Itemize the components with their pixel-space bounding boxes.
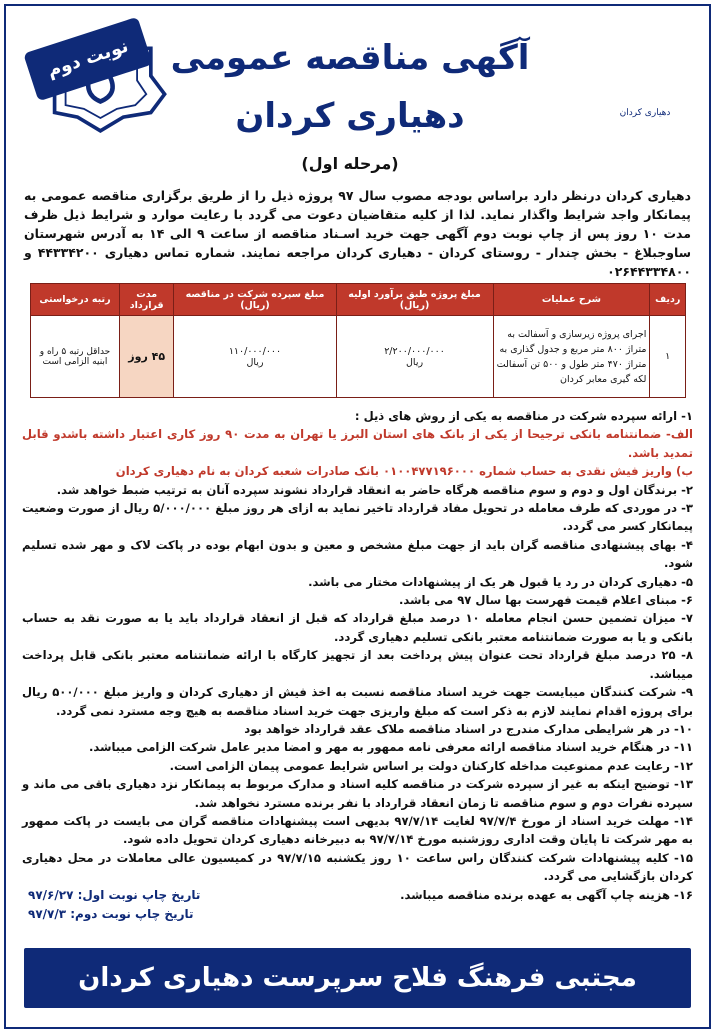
estimate-value: ۲/۲۰۰/۰۰۰/۰۰۰ bbox=[384, 345, 445, 357]
list-item: ۱- ارائه سپرده شرکت در مناقصه به یکی از روش های ذیل : bbox=[354, 409, 693, 423]
cell-duration: ۴۵ روز bbox=[119, 316, 173, 398]
cell-rank: حداقل رتبه ۵ راه و ابنیه الزامی است bbox=[31, 316, 120, 398]
intro-paragraph: دهیاری کردان درنظر دارد براساس بودجه مصوب سال ۹۷ پروژه ذیل را از طریق برگزاری مناقصه عمومی به پیمانکار واجد شرایط واگذار نماید. لذا از کلیه متقاضیان دعوت می گردد با رعایت موارد و شرایط ذیل ظرف مدت ۱۰ روز پس از چاپ نوبت دوم آگهی جهت خرید اسـناد مناقصه از ساعت ۹ الی ۱۴ به آدرس شهرستان ساوجبلاغ - بخش چندار - روستای کردان - دهیاری کردان مراجعه نمایند. شماره تماس دهیاری ۴۴۳۳۴۲۰۰ و ۰۲۶۴۴۳۳۴۸۰۰ bbox=[24, 188, 692, 279]
header bbox=[0, 8, 715, 183]
page-title: آگهی مناقصه عمومی bbox=[170, 38, 530, 78]
col-row: ردیف bbox=[650, 284, 686, 316]
first-publish-date: تاریخ چاپ نوبت اول: ۹۷/۶/۲۷ bbox=[28, 888, 201, 902]
list-item: الف- ضمانتنامه بانکی ترجیحا از یکی از بانک های استان البرز یا تهران به مدت ۹۰ روز کاری اعتبار داشته باشدو قابل تمدید باشد. bbox=[22, 427, 693, 460]
deposit-value: ۱۱۰/۰۰۰/۰۰۰ bbox=[228, 345, 282, 357]
signature-footer: مجتبی فرهنگ فلاح سرپرست دهیاری کردان bbox=[24, 948, 691, 1008]
page-subtitle-org: دهیاری کردان bbox=[235, 96, 465, 136]
publish-dates bbox=[28, 886, 688, 924]
list-item: ۵- دهیاری کردان در رد یا قبول هر یک از پیشنهادات مختار می باشد. bbox=[308, 574, 693, 589]
table-header-row bbox=[31, 284, 686, 316]
cell-estimate bbox=[336, 316, 493, 398]
list-item: ۱۴- مهلت خرید اسناد از مورخ ۹۷/۷/۴ لغایت ۹۷/۷/۱۴ بدیهی است پیشنهادات مناقصه گران می بایست در پاکت ممهور به مهر شرکت تا پایان وقت اداری روزشنبه مورخ ۹۷/۷/۱۴ به دبیرخانه دهیاری کردان تحویل داده شود. bbox=[22, 813, 694, 847]
list-item: ۸- ۲۵ درصد مبلغ قرارداد تحت عنوان پیش پرداخت بعد از تجهیز کارگاه با ارائه ضمانتنامه معتبر بانکی قابل پرداخت میباشد. bbox=[22, 648, 693, 681]
cell-deposit bbox=[174, 316, 336, 398]
col-deposit: مبلغ سپرده شرکت در مناقصه (ریال) bbox=[174, 284, 336, 316]
list-item: ۱۱- در هنگام خرید اسناد مناقصه ارائه معرفی نامه ممهور به مهر و امضا مدیر عامل شرکت الزامی میباشد. bbox=[88, 740, 693, 755]
list-item: ۴- بهای پیشنهادی مناقصه گران باید از جهت مبلغ مشخص و معین و بدون ابهام بوده در پاکت لاک و مهر شده تسلیم شود. bbox=[22, 537, 693, 571]
second-publish-date: تاریخ چاپ نوبت دوم: ۹۷/۷/۳ bbox=[28, 907, 194, 921]
table-row bbox=[31, 316, 686, 398]
cell-row: ۱ bbox=[650, 316, 686, 398]
list-item: ۱۲- رعایت عدم ممنوعیت مداخله کارکنان دولت بر اساس شرایط عمومی پیمان الزامی است. bbox=[169, 758, 693, 773]
logo-text: دهیاری کردان bbox=[619, 108, 671, 118]
tender-table bbox=[30, 283, 686, 398]
list-item: ۶- مبنای اعلام قیمت فهرست بها سال ۹۷ می باشد. bbox=[399, 593, 693, 608]
col-desc: شرح عملیات bbox=[493, 284, 650, 316]
list-item: ۱۶- هزینه چاپ آگهی به عهده برنده مناقصه میباشد. bbox=[400, 887, 693, 902]
list-item: ۱۳- توضیح اینکه به غیر از سپرده شرکت در مناقصه کلیه اسناد و مدارک مربوط به پیمانکار نزد دهیاری باقی می ماند و سپرده نفرات دوم و سوم مناقصه تا زمان انعقاد قرارداد با نفر برنده مسترد نخواهد شد. bbox=[22, 777, 693, 810]
estimate-unit: ریال bbox=[406, 356, 424, 368]
list-item: ب) واریز فیش نقدی به حساب شماره ۰۱۰۰۴۷۷۱۹۶۰۰۰ بانک صادرات شعبه کردان به نام دهیاری کردان bbox=[115, 464, 693, 479]
list-item: ۲- برندگان اول و دوم و سوم مناقصه هرگاه حاضر به انعقاد قرارداد نشوند سپرده آنان به ترتیب ضبط خواهد شد. bbox=[56, 482, 693, 497]
col-estimate: مبلغ پروژه طبق برآورد اولیه (ریال) bbox=[336, 284, 493, 316]
col-rank: رتبه درخواستی bbox=[31, 284, 120, 316]
list-item: ۱۰- در هر شرایطی مدارک مندرج در اسناد مناقصه ملاک عقد قرارداد خواهد بود bbox=[244, 721, 693, 736]
list-item: ۱۵- کلیه پیشنهادات شرکت کنندگان راس ساعت ۱۰ روز یکشنبه ۹۷/۷/۱۵ در کمیسیون عالی معاملات در محل دهیاری کردان بازگشایی می گردد. bbox=[22, 850, 693, 884]
list-item: ۷- میزان تضمین حسن انجام معامله ۱۰ درصد مبلغ قرارداد که قبل از انعقاد قرارداد باید یا به صورت نقد به حساب بانکی و یا به صورت ضمانتنامه معتبر بانکی تسلیم دهیاری گردد. bbox=[22, 611, 693, 644]
list-item: ۳- در موردی که طرف معامله در تحویل مفاد قرارداد تاخیر نماید به ازای هر روز مبلغ ۵/۰۰۰/۰۰۰ ریال از صورت وضعیت پیمانکار کسر می گردد. bbox=[22, 501, 693, 534]
list-item: ۹- شرکت کنندگان میبایست جهت خرید اسناد مناقصه نسبت به اخذ فیش از دهیاری کردان و واریز مبلغ ۵۰۰/۰۰۰ ریال برای پروژه اقدام نمایند لازم به ذکر است که مبلغ واریزی جهت خرید اسناد مناقصه به هیچ وجه مسترد نمی گردد. bbox=[22, 685, 693, 718]
edition-badge: نوبت دوم bbox=[23, 17, 153, 102]
stage-label: (مرحله اول) bbox=[301, 154, 399, 173]
deposit-unit: ریال bbox=[246, 356, 264, 368]
cell-desc: اجرای پروژه زیرسازی و آسفالت به متراژ ۸۰۰ متر مربع و جدول گذاری به متراژ ۴۷۰ متر طول و ۵۰۰ تن آسفالت لکه گیری معابر کردان bbox=[493, 316, 650, 398]
conditions-list bbox=[22, 407, 693, 904]
col-duration: مدت قرارداد bbox=[119, 284, 173, 316]
